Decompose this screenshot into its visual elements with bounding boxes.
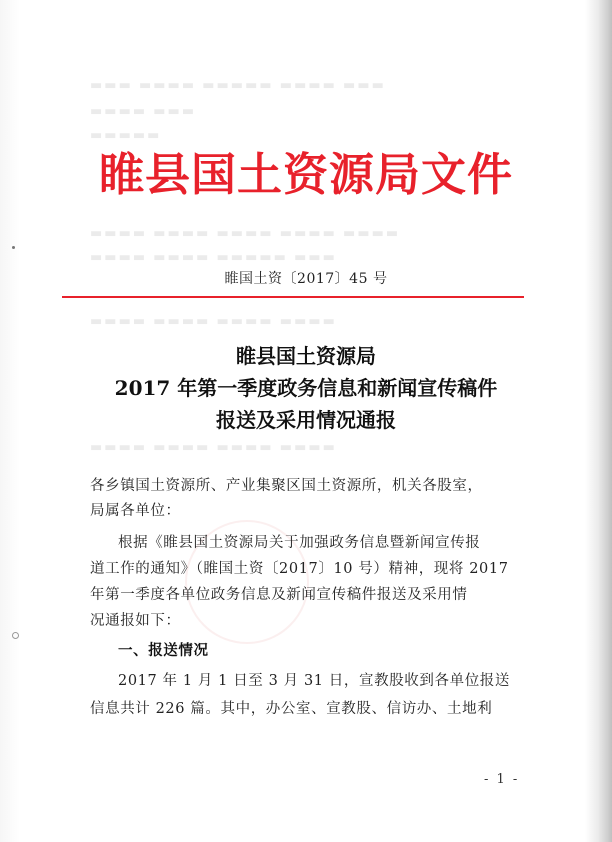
show-through-text: ▬▬▬ ▬▬▬▬ ▬▬▬▬▬ ▬▬▬▬ ▬▬▬ [90, 78, 386, 93]
show-through-text: ▬▬▬▬ ▬▬▬▬ ▬▬▬▬ ▬▬▬▬ ▬▬▬▬ [90, 226, 401, 241]
show-through-text: ▬▬▬▬ ▬▬▬ [90, 104, 197, 119]
document-title-line: 报送及采用情况通报 [216, 408, 396, 432]
paragraph-line: 信息共计 226 篇。其中，办公室、宣教股、信访办、土地利 [90, 701, 493, 717]
document-number: 睢国土资〔2017〕45 号 [224, 271, 388, 287]
show-through-text: ▬▬▬▬ ▬▬▬▬ ▬▬▬▬ ▬▬▬▬ [90, 440, 337, 455]
paragraph-line: 根据《睢县国土资源局关于加强政务信息暨新闻宣传报 [118, 535, 481, 551]
section-heading: 一、报送情况 [118, 642, 209, 659]
paragraph-line: 道工作的通知》（睢国土资〔2017〕10 号）精神，现将 2017 [90, 561, 509, 577]
red-separator-line [62, 296, 524, 298]
show-through-text: ▬▬▬▬▬ [90, 128, 162, 143]
binding-hole-mark [12, 246, 15, 249]
addressee-line: 各乡镇国土资源所、产业集聚区国土资源所，机关各股室， [90, 478, 483, 494]
paragraph-line: 2017 年 1 月 1 日至 3 月 31 日，宣教股收到各单位报送 [118, 673, 511, 689]
paragraph-line: 况通报如下： [90, 613, 181, 629]
document-header-title: 睢县国土资源局文件 [98, 148, 513, 201]
document-title-line: 睢县国土资源局 [236, 344, 376, 368]
binding-hole-mark [12, 632, 19, 639]
show-through-text: ▬▬▬▬ ▬▬▬▬ ▬▬▬▬▬ ▬▬▬ [90, 250, 337, 265]
page-number: - 1 - [484, 772, 520, 787]
document-title-line: 2017 年第一季度政务信息和新闻宣传稿件 [114, 376, 498, 400]
show-through-text: ▬▬▬▬ ▬▬▬▬ ▬▬▬▬ ▬▬▬▬ [90, 314, 337, 329]
addressee-line: 局属各单位： [90, 503, 181, 519]
paragraph-line: 年第一季度各单位政务信息及新闻宣传稿件报送及采用情 [90, 587, 468, 603]
